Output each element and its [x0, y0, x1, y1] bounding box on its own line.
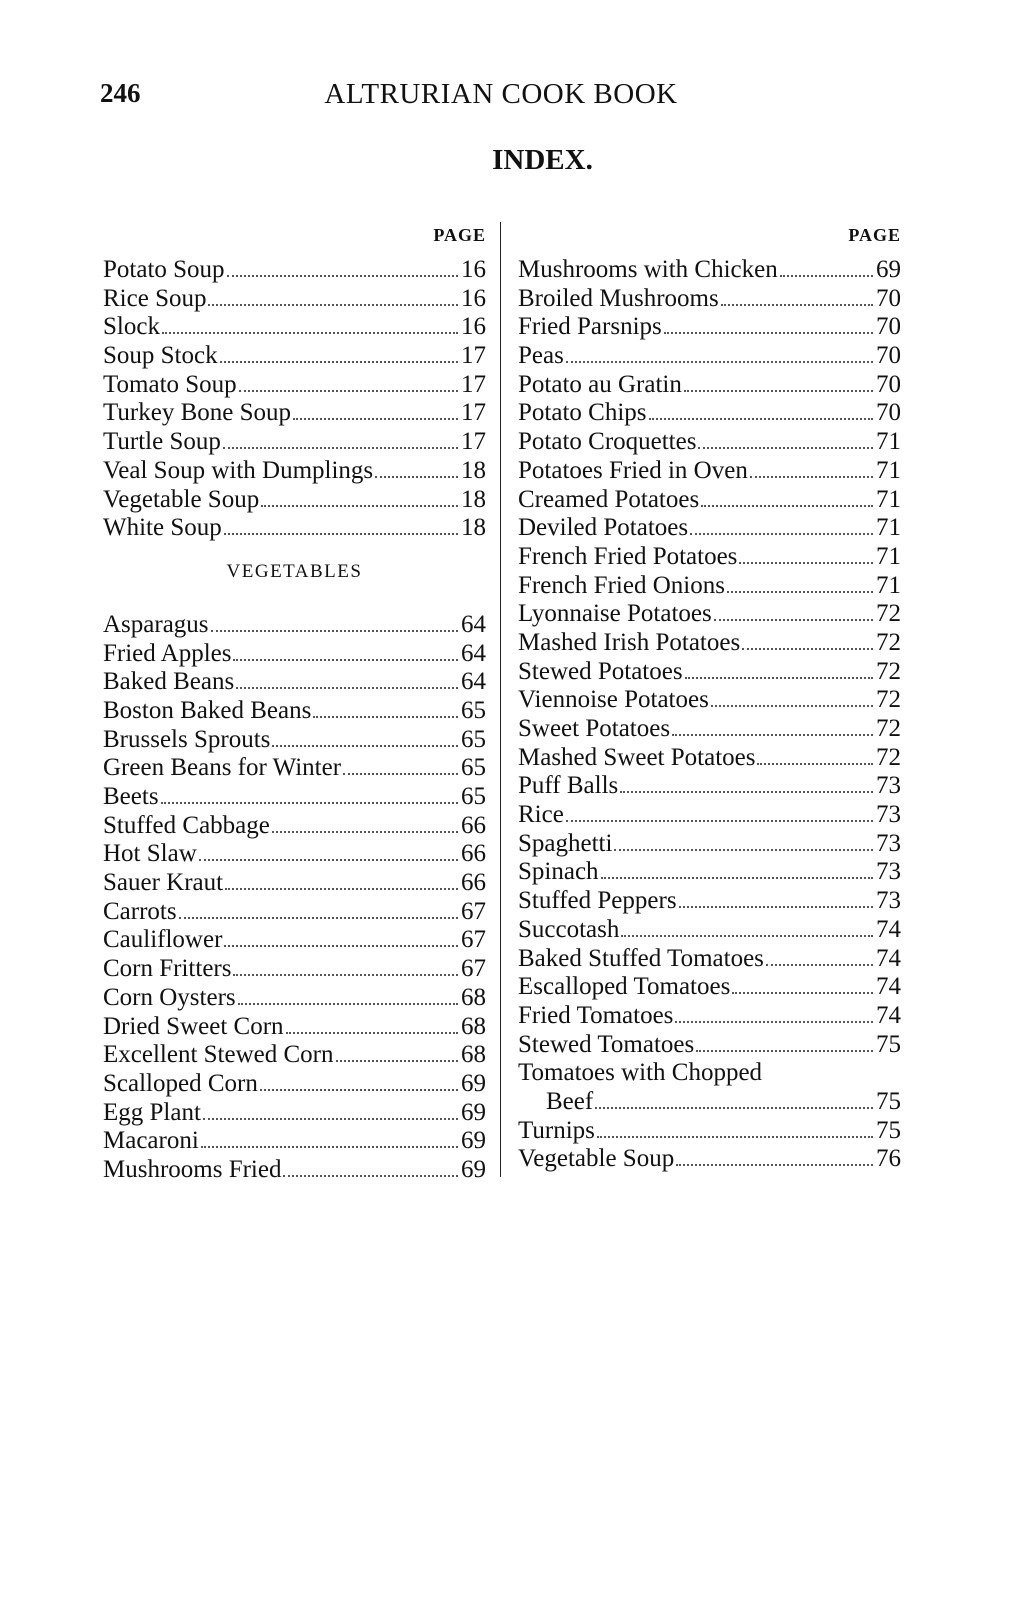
- index-entry: [518, 399, 901, 428]
- entry-label: Potato Chips: [518, 399, 647, 427]
- entry-page: 68: [461, 983, 486, 1011]
- entry-page: 66: [461, 869, 486, 897]
- entry-label: Corn Oysters: [103, 983, 236, 1011]
- entry-page: 73: [876, 801, 901, 829]
- entry-label: French Fried Potatoes: [518, 542, 738, 570]
- entry-page: 76: [876, 1145, 901, 1173]
- dot-leader: [283, 1175, 458, 1177]
- dot-leader: [261, 505, 458, 507]
- index-entry: [518, 572, 901, 601]
- index-entry: [103, 1070, 486, 1099]
- entry-label: Mushrooms Fried: [103, 1155, 282, 1183]
- page-header: [100, 78, 902, 118]
- entry-label: Mashed Irish Potatoes: [518, 628, 741, 656]
- entry-page: 16: [461, 256, 486, 283]
- dot-leader: [260, 1089, 458, 1091]
- entry-page: 18: [461, 456, 486, 484]
- dot-leader: [223, 447, 458, 449]
- index-entry: [518, 629, 901, 658]
- entry-page: 68: [461, 1012, 486, 1040]
- entry-page: 18: [461, 485, 486, 513]
- index-entry: [518, 486, 901, 515]
- entry-page: 72: [876, 743, 901, 771]
- entry-page: 73: [876, 772, 901, 800]
- index-entry: [103, 754, 486, 783]
- entry-label: Beef: [546, 1087, 594, 1115]
- index-column-right: [518, 222, 901, 1174]
- index-entry: [518, 686, 901, 715]
- entry-label: Rice: [518, 801, 564, 829]
- entry-label: Escalloped Tomatoes: [518, 973, 731, 1001]
- dot-leader: [742, 648, 873, 650]
- index-entry: [103, 1127, 486, 1156]
- index-entry: [103, 1099, 486, 1128]
- dot-leader: [597, 1136, 873, 1138]
- soup-entries: [103, 256, 486, 543]
- entry-label: Puff Balls: [518, 772, 619, 800]
- entry-label: Tomato Soup: [103, 370, 237, 398]
- page-number: 246: [100, 78, 141, 108]
- entry-label: Spaghetti: [518, 829, 613, 857]
- entry-page: 71: [876, 456, 901, 484]
- entry-label: Potatoes Fried in Oven: [518, 456, 748, 484]
- index-entry: [103, 399, 486, 428]
- entry-label: Stuffed Cabbage: [103, 811, 270, 839]
- entry-label: Vegetable Soup: [518, 1145, 675, 1173]
- vegetable-entries-continued: [518, 256, 901, 1059]
- entry-page: 72: [876, 686, 901, 714]
- index-entry: [103, 640, 486, 669]
- index-entry: [518, 285, 901, 314]
- index-entry: [103, 668, 486, 697]
- index-entry: [518, 1031, 901, 1060]
- entry-label: Stuffed Peppers: [518, 887, 677, 915]
- dot-leader: [672, 734, 873, 736]
- vegetable-entries: [103, 611, 486, 1185]
- dot-leader: [727, 591, 873, 593]
- entry-page: 72: [876, 628, 901, 656]
- index-entry: [103, 342, 486, 371]
- entry-page: 67: [461, 955, 486, 983]
- index-entry: [103, 486, 486, 515]
- entry-label: Mushrooms with Chicken: [518, 256, 778, 283]
- entry-page: 72: [876, 715, 901, 742]
- index-title: INDEX.: [492, 144, 593, 176]
- entry-page: 75: [876, 1087, 901, 1115]
- dot-leader: [313, 716, 458, 718]
- entry-label: Soup Stock: [103, 342, 218, 370]
- entry-page: 18: [461, 514, 486, 542]
- entry-label: Turkey Bone Soup: [103, 399, 291, 427]
- dot-leader: [698, 447, 873, 449]
- entry-page: 75: [876, 1030, 901, 1058]
- dot-leader: [614, 849, 873, 851]
- page-column-label: PAGE: [433, 225, 486, 245]
- dot-leader: [233, 659, 458, 661]
- entry-page: 65: [461, 754, 486, 782]
- entry-page: 65: [461, 725, 486, 753]
- entry-page: 17: [461, 399, 486, 427]
- entry-page: 74: [876, 915, 901, 943]
- dot-leader: [236, 687, 458, 689]
- entry-page: 73: [876, 858, 901, 886]
- dot-leader: [566, 361, 873, 363]
- entry-page: 71: [876, 485, 901, 513]
- entry-page: 70: [876, 399, 901, 427]
- entry-label: Broiled Mushrooms: [518, 284, 719, 312]
- index-column-left: [103, 222, 486, 1185]
- entry-page: 65: [461, 696, 486, 724]
- entry-page: 75: [876, 1116, 901, 1144]
- entry-page: 69: [461, 1127, 486, 1155]
- entry-page: 71: [876, 571, 901, 599]
- entry-page: 17: [461, 342, 486, 370]
- index-entry: [518, 342, 901, 371]
- entry-label: Hot Slaw: [103, 840, 197, 868]
- dot-leader: [227, 275, 458, 277]
- dot-leader: [701, 505, 873, 507]
- dot-leader: [220, 361, 458, 363]
- vegetable-entries-end: [518, 1117, 901, 1174]
- dot-leader: [690, 533, 873, 535]
- index-entry: [103, 840, 486, 869]
- index-entry: [518, 371, 901, 400]
- dot-leader: [711, 705, 873, 707]
- entry-label: Scalloped Corn: [103, 1069, 258, 1097]
- entry-label: Peas: [518, 342, 564, 370]
- dot-leader: [224, 533, 458, 535]
- index-entry: [518, 973, 901, 1002]
- index-entry: [103, 457, 486, 486]
- index-entry: [103, 812, 486, 841]
- entry-label: Fried Tomatoes: [518, 1001, 674, 1029]
- entry-label: Succotash: [518, 915, 620, 943]
- entry-page: 72: [876, 600, 901, 628]
- entry-page: 74: [876, 973, 901, 1001]
- dot-leader: [685, 677, 873, 679]
- dot-leader: [203, 1118, 458, 1120]
- dot-leader: [675, 1021, 873, 1023]
- entry-page: 72: [876, 657, 901, 685]
- entry-label: White Soup: [103, 514, 222, 542]
- index-entry: [103, 783, 486, 812]
- book-title: ALTRURIAN COOK BOOK: [324, 78, 678, 110]
- entry-page: 74: [876, 1001, 901, 1029]
- entry-page: 16: [461, 313, 486, 341]
- dot-leader: [224, 945, 458, 947]
- index-entry: [103, 1013, 486, 1042]
- entry-label: Carrots: [103, 897, 177, 925]
- entry-page: 70: [876, 313, 901, 341]
- entry-page: 64: [461, 639, 486, 667]
- entry-page: 66: [461, 811, 486, 839]
- index-entry: [518, 600, 901, 629]
- entry-page: 69: [876, 256, 901, 283]
- entry-label: Macaroni: [103, 1127, 199, 1155]
- index-entry: [103, 898, 486, 927]
- dot-leader: [732, 992, 873, 994]
- entry-label: Lyonnaise Potatoes: [518, 600, 712, 628]
- dot-leader: [199, 859, 458, 861]
- index-entry: [518, 887, 901, 916]
- index-entry: [103, 256, 486, 285]
- entry-page: 69: [461, 1098, 486, 1126]
- index-entry: [518, 715, 901, 744]
- entry-label: Baked Beans: [103, 668, 235, 696]
- entry-page: 69: [461, 1155, 486, 1183]
- entry-page: 66: [461, 840, 486, 868]
- index-entry: [103, 1156, 486, 1185]
- entry-page: 70: [876, 284, 901, 312]
- dot-leader: [293, 418, 458, 420]
- index-entry: [518, 945, 901, 974]
- entry-label: Stewed Tomatoes: [518, 1030, 695, 1058]
- index-entry: [103, 514, 486, 543]
- dot-leader: [238, 1003, 458, 1005]
- entry-page: 73: [876, 887, 901, 915]
- index-entry: [518, 658, 901, 687]
- dot-leader: [595, 1107, 873, 1109]
- index-entry: [103, 371, 486, 400]
- index-entry: [518, 313, 901, 342]
- index-entry: [103, 926, 486, 955]
- dot-leader: [272, 831, 458, 833]
- index-entry: [518, 1117, 901, 1146]
- dot-leader: [601, 877, 873, 879]
- entry-label: Potato Soup: [103, 256, 225, 283]
- dot-leader: [233, 974, 458, 976]
- index-entry: [518, 256, 901, 285]
- entry-label: Baked Stuffed Tomatoes: [518, 944, 764, 972]
- index-entry: [518, 428, 901, 457]
- dot-leader: [757, 763, 873, 765]
- entry-label: Creamed Potatoes: [518, 485, 700, 513]
- column-divider: [500, 222, 501, 1177]
- entry-page: 67: [461, 897, 486, 925]
- dot-leader: [375, 476, 458, 478]
- entry-page: 17: [461, 370, 486, 398]
- dot-leader: [649, 418, 874, 420]
- entry-page: 73: [876, 829, 901, 857]
- entry-label: Veal Soup with Dumplings: [103, 456, 374, 484]
- entry-label: Corn Fritters: [103, 955, 232, 983]
- entry-label: Sauer Kraut: [103, 869, 224, 897]
- dot-leader: [272, 745, 458, 747]
- entry-page: 71: [876, 514, 901, 542]
- entry-label: Excellent Stewed Corn: [103, 1041, 334, 1069]
- entry-label: Spinach: [518, 858, 599, 886]
- index-entry: [103, 611, 486, 640]
- dot-leader: [208, 304, 458, 306]
- dot-leader: [239, 390, 458, 392]
- dot-leader: [679, 906, 873, 908]
- index-entry: [518, 744, 901, 773]
- dot-leader: [336, 1060, 459, 1062]
- entry-label: Fried Apples: [103, 639, 232, 667]
- dot-leader: [621, 935, 873, 937]
- entry-label: Turtle Soup: [103, 428, 221, 456]
- entry-label: Vegetable Soup: [103, 485, 260, 513]
- entry-page: 69: [461, 1069, 486, 1097]
- index-entry: [103, 984, 486, 1013]
- entry-page: 68: [461, 1041, 486, 1069]
- entry-page: 71: [876, 428, 901, 456]
- entry-page: 67: [461, 926, 486, 954]
- index-entry: [103, 313, 486, 342]
- dot-leader: [161, 802, 458, 804]
- page-column-label: PAGE: [848, 225, 901, 245]
- dot-leader: [739, 562, 873, 564]
- index-entry: [518, 801, 901, 830]
- entry-label: Beets: [103, 783, 159, 810]
- index-entry: [103, 428, 486, 457]
- entry-label: Asparagus: [103, 610, 209, 638]
- entry-page: 64: [461, 668, 486, 696]
- index-entry: [518, 514, 901, 543]
- index-entry: [518, 457, 901, 486]
- entry-label: Stewed Potatoes: [518, 657, 683, 685]
- index-entry: [103, 869, 486, 898]
- index-entry: [103, 955, 486, 984]
- dot-leader: [750, 476, 873, 478]
- index-entry: [103, 1041, 486, 1070]
- entry-label: Dried Sweet Corn: [103, 1012, 284, 1040]
- index-entry-wrapped-line2: [518, 1088, 901, 1117]
- entry-label: Brussels Sprouts: [103, 725, 271, 753]
- index-entry: [518, 1145, 901, 1174]
- entry-page: 16: [461, 284, 486, 312]
- index-entry: [103, 285, 486, 314]
- entry-label: Sweet Potatoes: [518, 715, 671, 742]
- dot-leader: [179, 917, 458, 919]
- dot-leader: [286, 1032, 458, 1034]
- index-entry: [518, 830, 901, 859]
- entry-label: Viennoise Potatoes: [518, 686, 709, 714]
- dot-leader: [620, 791, 873, 793]
- index-entry: [518, 1002, 901, 1031]
- entry-page: 65: [461, 783, 486, 810]
- entry-label: Potato au Gratin: [518, 370, 682, 398]
- entry-label: Fried Parsnips: [518, 313, 662, 341]
- dot-leader: [566, 820, 873, 822]
- entry-page: 64: [461, 610, 486, 638]
- index-entry: [518, 772, 901, 801]
- entry-label: Deviled Potatoes: [518, 514, 689, 542]
- dot-leader: [664, 332, 873, 334]
- dot-leader: [780, 275, 873, 277]
- dot-leader: [676, 1164, 873, 1166]
- entry-page: 71: [876, 542, 901, 570]
- dot-leader: [162, 332, 458, 334]
- entry-label: Turnips: [518, 1116, 595, 1144]
- section-heading-vegetables: VEGETABLES: [226, 560, 363, 582]
- dot-leader: [766, 964, 873, 966]
- entry-label: Slock: [103, 313, 160, 341]
- dot-leader: [343, 773, 458, 775]
- entry-label: Boston Baked Beans: [103, 696, 312, 724]
- entry-label: Potato Croquettes: [518, 428, 697, 456]
- entry-label: Egg Plant: [103, 1098, 201, 1126]
- dot-leader: [684, 390, 873, 392]
- index-entry: [518, 916, 901, 945]
- entry-label: Mashed Sweet Potatoes: [518, 743, 756, 771]
- dot-leader: [211, 630, 458, 632]
- entry-label: Green Beans for Winter: [103, 754, 342, 782]
- entry-label: Rice Soup: [103, 284, 207, 312]
- entry-label: French Fried Onions: [518, 571, 725, 599]
- entry-label: Tomatoes with Chopped: [518, 1059, 763, 1087]
- index-entry: [518, 858, 901, 887]
- entry-page: 17: [461, 428, 486, 456]
- dot-leader: [696, 1050, 873, 1052]
- dot-leader: [721, 304, 873, 306]
- index-entry-wrapped-line1: [518, 1059, 901, 1088]
- entry-page: 70: [876, 342, 901, 370]
- entry-page: 74: [876, 944, 901, 972]
- index-entry: [518, 543, 901, 572]
- entry-label: Cauliflower: [103, 926, 223, 954]
- index-entry: [103, 726, 486, 755]
- index-entry: [103, 697, 486, 726]
- dot-leader: [714, 619, 873, 621]
- dot-leader: [201, 1146, 458, 1148]
- entry-page: 70: [876, 370, 901, 398]
- dot-leader: [225, 888, 458, 890]
